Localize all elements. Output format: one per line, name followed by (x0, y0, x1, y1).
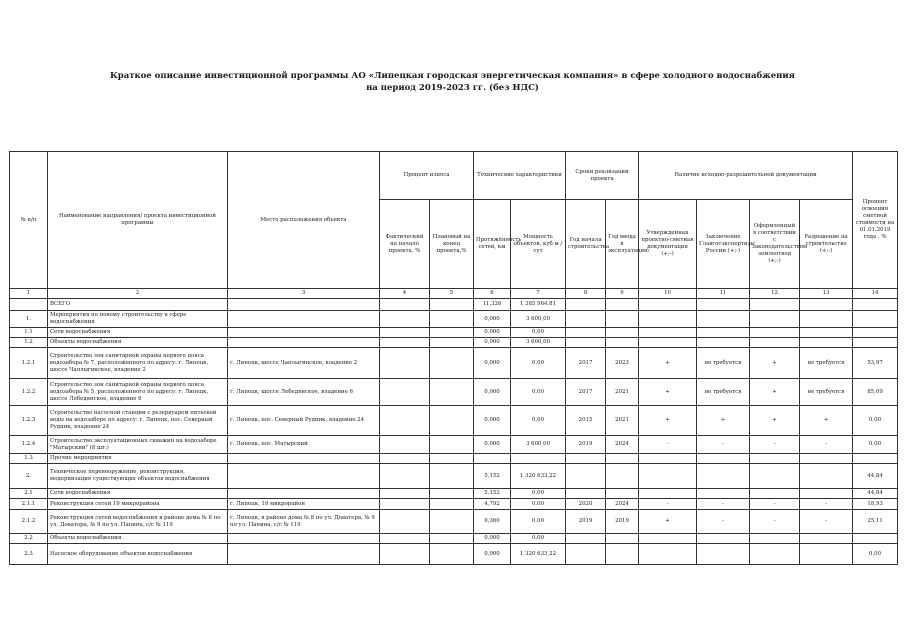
row-num: 1.2.2 (10, 379, 48, 406)
row-expert (697, 311, 750, 328)
row-progress (853, 534, 898, 544)
row-name: Объекты водоснабжения (48, 338, 228, 348)
row-name: Строительство насосной станции с резервуаром питьевой воды на водозаборе по адресу: г. Липецк, пос. Северный Рудник, владение 24 (48, 406, 228, 436)
row-end: 2021 (606, 379, 639, 406)
row-length: 0,000 (474, 436, 511, 454)
row-name: Строительство эксплуатационных скважин на водозаборе "Матырский" (8 шт.) (48, 436, 228, 454)
row-length: 0,000 (474, 328, 511, 338)
row-end: 2019 (606, 510, 639, 534)
row-place (228, 328, 380, 338)
row-permit: - (800, 510, 853, 534)
row-num: 1.1 (10, 328, 48, 338)
row-end (606, 299, 639, 311)
header-wear-group: Процент износа (380, 152, 474, 200)
row-num: 1.2.4 (10, 436, 48, 454)
row-power: 0,00 (511, 510, 566, 534)
row-name: Техническое перевооружение, реконструкция, модернизация существующих объектов водоснабжения (48, 464, 228, 489)
col-number: 11 (697, 289, 750, 299)
row-start (566, 299, 606, 311)
row-name: Насосное оборудование объектов водоснабжения (48, 544, 228, 565)
row-power: 3 600,00 (511, 311, 566, 328)
row-permit (800, 489, 853, 499)
row-place: г. Липецк, пос. Матырский (228, 436, 380, 454)
row-start: 2017 (566, 379, 606, 406)
row-wear-fact (380, 544, 430, 565)
row-approved: + (639, 348, 697, 379)
row-progress: 0,00 (853, 406, 898, 436)
row-power: 0,00 (511, 534, 566, 544)
row-length: 5,152 (474, 464, 511, 489)
row-land: - (750, 436, 800, 454)
row-approved: - (639, 436, 697, 454)
row-wear-plan (430, 299, 474, 311)
row-name: Мероприятия по новому строительству в сфере водоснабжения (48, 311, 228, 328)
row-wear-plan (430, 406, 474, 436)
row-place (228, 534, 380, 544)
header-start: Год начала строительства (566, 200, 606, 289)
row-wear-fact (380, 436, 430, 454)
row-power: 0,00 (511, 406, 566, 436)
row-progress: 44,84 (853, 464, 898, 489)
col-number: 13 (800, 289, 853, 299)
table-row (10, 328, 898, 338)
table-row (10, 544, 898, 565)
row-end (606, 489, 639, 499)
row-wear-plan (430, 348, 474, 379)
row-progress: 0,00 (853, 544, 898, 565)
document-title (0, 70, 905, 94)
row-land (750, 544, 800, 565)
header-docs-group: Наличие исходно-разрешительной документации (639, 152, 853, 200)
row-start: 2019 (566, 510, 606, 534)
row-power: 3 600,00 (511, 436, 566, 454)
header-power: Мощность объектов, куб м /сут (511, 200, 566, 289)
row-name: Объекты водоснабжения (48, 534, 228, 544)
row-name: Строительство зон санитарной охраны первого пояса водозабора № 5, расположенного по адресу: г. Липецк, шоссе Лебедянское, владение 6 (48, 379, 228, 406)
row-start: 2015 (566, 406, 606, 436)
row-place (228, 544, 380, 565)
row-permit: - (800, 436, 853, 454)
row-end (606, 338, 639, 348)
row-wear-plan (430, 464, 474, 489)
row-approved: + (639, 406, 697, 436)
table-row (10, 348, 898, 379)
header-length: Протяжённость сетей, км (474, 200, 511, 289)
row-place: г. Липецк, 19 микрорайон (228, 499, 380, 510)
row-approved (639, 489, 697, 499)
row-num: 2.1.2 (10, 510, 48, 534)
row-approved (639, 544, 697, 565)
row-wear-fact (380, 406, 430, 436)
row-power: 1 320 633,22 (511, 464, 566, 489)
row-wear-fact (380, 338, 430, 348)
row-land: + (750, 379, 800, 406)
header-permit: Разрешение на строительство (+;-) (800, 200, 853, 289)
row-permit (800, 534, 853, 544)
row-num: 1. (10, 311, 48, 328)
row-length: 0,000 (474, 348, 511, 379)
col-number: 12 (750, 289, 800, 299)
row-land (750, 299, 800, 311)
row-approved (639, 311, 697, 328)
row-name: Реконструкция сетей 19 микрорайона (48, 499, 228, 510)
row-progress: 25,11 (853, 510, 898, 534)
row-num: 1.2.3 (10, 406, 48, 436)
row-start: 2017 (566, 348, 606, 379)
header-terms-group: Сроки реализации проекта (566, 152, 639, 200)
row-wear-plan (430, 499, 474, 510)
row-place: г. Липецк, шоссе Чаплыгинское, владение 2 (228, 348, 380, 379)
row-start (566, 464, 606, 489)
row-permit: не требуется (800, 379, 853, 406)
row-approved (639, 338, 697, 348)
row-wear-fact (380, 510, 430, 534)
row-expert: не требуется (697, 348, 750, 379)
row-start (566, 311, 606, 328)
row-end: 2024 (606, 436, 639, 454)
row-land (750, 489, 800, 499)
row-num: 1.3 (10, 454, 48, 464)
row-place (228, 454, 380, 464)
row-approved (639, 328, 697, 338)
row-end (606, 544, 639, 565)
row-name: Прочие мероприятия (48, 454, 228, 464)
row-progress: 53,97 (853, 348, 898, 379)
row-name: Сети водоснабжения (48, 489, 228, 499)
row-name: Строительство зон санитарной охраны первого пояса водозабора № 7, расположенного по адресу: г. Липецк, шоссе Чаплыгинское, владение 2 (48, 348, 228, 379)
row-end: 2021 (606, 406, 639, 436)
row-power: 1 320 633,22 (511, 544, 566, 565)
row-length: 0,000 (474, 534, 511, 544)
row-wear-plan (430, 436, 474, 454)
col-number: 9 (606, 289, 639, 299)
row-end (606, 311, 639, 328)
row-place (228, 311, 380, 328)
header-name: Наименование направления/ проекта инвестиционной программы (48, 152, 228, 289)
row-expert (697, 544, 750, 565)
row-land (750, 338, 800, 348)
row-progress: 85,09 (853, 379, 898, 406)
row-wear-plan (430, 544, 474, 565)
row-power: 0,00 (511, 328, 566, 338)
row-land (750, 464, 800, 489)
row-wear-plan (430, 338, 474, 348)
row-wear-fact (380, 499, 430, 510)
col-number: 7 (511, 289, 566, 299)
row-approved (639, 464, 697, 489)
row-permit: - (800, 499, 853, 510)
row-permit: не требуется (800, 348, 853, 379)
table-row (10, 299, 898, 311)
row-length: 0,000 (474, 544, 511, 565)
row-place: г. Липецк, шоссе Лебедянское, владение 6 (228, 379, 380, 406)
row-expert: + (697, 406, 750, 436)
row-place (228, 338, 380, 348)
row-wear-fact (380, 299, 430, 311)
row-wear-fact (380, 489, 430, 499)
row-start: 2020 (566, 499, 606, 510)
row-progress: 18,93 (853, 499, 898, 510)
row-start (566, 338, 606, 348)
row-end: 2024 (606, 499, 639, 510)
row-progress: 0,00 (853, 436, 898, 454)
row-num: 2.1.1 (10, 499, 48, 510)
row-expert (697, 454, 750, 464)
row-length: 0,000 (474, 379, 511, 406)
row-length: 0,000 (474, 338, 511, 348)
row-start (566, 328, 606, 338)
row-permit (800, 338, 853, 348)
row-permit (800, 328, 853, 338)
row-wear-plan (430, 454, 474, 464)
row-num: 2.2 (10, 534, 48, 544)
table-row (10, 436, 898, 454)
table-row (10, 499, 898, 510)
row-place: г. Липецк, пос. Северный Рудник, владение 24 (228, 406, 380, 436)
row-approved: + (639, 379, 697, 406)
header-wear-plan: Плановый на конец проекта,% (430, 200, 474, 289)
table-row (10, 311, 898, 328)
col-number: 6 (474, 289, 511, 299)
row-land: - (750, 510, 800, 534)
header-end: Год ввода в эксплуатацию (606, 200, 639, 289)
row-power: 0,00 (511, 499, 566, 510)
col-number: 3 (228, 289, 380, 299)
header-place: Место расположения объекта (228, 152, 380, 289)
table-body (10, 299, 898, 565)
row-end (606, 534, 639, 544)
row-land (750, 534, 800, 544)
header-tech-group: Технические характеристики (474, 152, 566, 200)
header-land: Оформленный в соответствии с законодательством землеотвод (+;-) (750, 200, 800, 289)
row-power: 0,00 (511, 348, 566, 379)
row-progress (853, 454, 898, 464)
header-num: № п/п (10, 152, 48, 289)
row-wear-plan (430, 328, 474, 338)
row-power (511, 454, 566, 464)
investment-program-table (9, 151, 898, 565)
row-num: 2.3 (10, 544, 48, 565)
row-progress (853, 299, 898, 311)
row-end (606, 328, 639, 338)
header-wear-fact: Фактический на начало проекта, % (380, 200, 430, 289)
row-num (10, 299, 48, 311)
col-number: 14 (853, 289, 898, 299)
row-permit (800, 311, 853, 328)
row-place (228, 489, 380, 499)
row-expert: не требуется (697, 379, 750, 406)
row-num: 2. (10, 464, 48, 489)
row-wear-fact (380, 328, 430, 338)
row-num: 1.2 (10, 338, 48, 348)
row-length: 11,326 (474, 299, 511, 311)
row-expert (697, 464, 750, 489)
row-place (228, 299, 380, 311)
row-length (474, 454, 511, 464)
row-approved: + (639, 510, 697, 534)
row-end (606, 454, 639, 464)
column-number-row (10, 289, 898, 299)
table-row (10, 338, 898, 348)
row-start (566, 489, 606, 499)
row-land (750, 328, 800, 338)
row-start (566, 544, 606, 565)
col-number: 1 (10, 289, 48, 299)
table-row (10, 406, 898, 436)
col-number: 5 (430, 289, 474, 299)
row-expert (697, 328, 750, 338)
row-permit: + (800, 406, 853, 436)
row-approved: - (639, 499, 697, 510)
row-land: + (750, 348, 800, 379)
row-start: 2019 (566, 436, 606, 454)
row-approved (639, 454, 697, 464)
row-wear-fact (380, 311, 430, 328)
col-number: 8 (566, 289, 606, 299)
row-permit (800, 464, 853, 489)
row-num: 1.2.1 (10, 348, 48, 379)
row-name: ВСЕГО (48, 299, 228, 311)
row-length: 0,000 (474, 406, 511, 436)
row-length: 5,152 (474, 489, 511, 499)
row-wear-plan (430, 311, 474, 328)
header-approved: Утвержденная проектно-сметная документация (+;-) (639, 200, 697, 289)
row-name: Реконструкция сетей водоснабжения в районе дома № 8 по ул. Доватора, № 9 по ул. Папина, с/с № 119 (48, 510, 228, 534)
row-place: г. Липецк, в районе дома № 8 по ул. Доватора, № 9 по ул. Папина, с/с № 119 (228, 510, 380, 534)
row-start (566, 534, 606, 544)
table-row (10, 510, 898, 534)
row-permit (800, 544, 853, 565)
row-progress (853, 338, 898, 348)
row-power: 0,00 (511, 489, 566, 499)
row-progress (853, 328, 898, 338)
row-wear-fact (380, 379, 430, 406)
row-wear-plan (430, 534, 474, 544)
row-land (750, 311, 800, 328)
row-wear-fact (380, 454, 430, 464)
row-length: 4,792 (474, 499, 511, 510)
table-row (10, 489, 898, 499)
row-expert (697, 489, 750, 499)
row-expert (697, 534, 750, 544)
title-line-2: на период 2019-2023 гг. (без НДС) (366, 83, 539, 93)
col-number: 4 (380, 289, 430, 299)
row-place (228, 464, 380, 489)
row-wear-fact (380, 464, 430, 489)
row-land: - (750, 499, 800, 510)
row-land (750, 454, 800, 464)
row-end: 2023 (606, 348, 639, 379)
row-permit (800, 299, 853, 311)
row-expert (697, 299, 750, 311)
row-start (566, 454, 606, 464)
table-row (10, 534, 898, 544)
row-power: 1 385 964,81 (511, 299, 566, 311)
row-permit (800, 454, 853, 464)
row-power: 0,00 (511, 379, 566, 406)
row-wear-fact (380, 348, 430, 379)
row-progress: 44,84 (853, 489, 898, 499)
table-row (10, 454, 898, 464)
title-line-1: Краткое описание инвестиционной программы АО «Липецкая городская энергетическая компания» в сфере холодного водоснабжения (110, 71, 795, 81)
row-wear-plan (430, 489, 474, 499)
row-wear-plan (430, 379, 474, 406)
row-approved (639, 299, 697, 311)
row-name: Сети водоснабжения (48, 328, 228, 338)
row-expert: - (697, 499, 750, 510)
row-wear-fact (380, 534, 430, 544)
table-row (10, 379, 898, 406)
row-wear-plan (430, 510, 474, 534)
row-expert: - (697, 510, 750, 534)
header-progress: Процент освоения сметной стоимости на 01.01.2019 года , % (853, 152, 898, 289)
row-approved (639, 534, 697, 544)
row-length: 0,360 (474, 510, 511, 534)
col-number: 10 (639, 289, 697, 299)
row-expert (697, 338, 750, 348)
row-length: 0,000 (474, 311, 511, 328)
row-end (606, 464, 639, 489)
header-expert: Заключение Главгосэкспертизы России (+;-) (697, 200, 750, 289)
row-expert: - (697, 436, 750, 454)
row-num: 2.1 (10, 489, 48, 499)
table-row (10, 464, 898, 489)
col-number: 2 (48, 289, 228, 299)
row-progress (853, 311, 898, 328)
row-land: + (750, 406, 800, 436)
row-power: 3 600,00 (511, 338, 566, 348)
